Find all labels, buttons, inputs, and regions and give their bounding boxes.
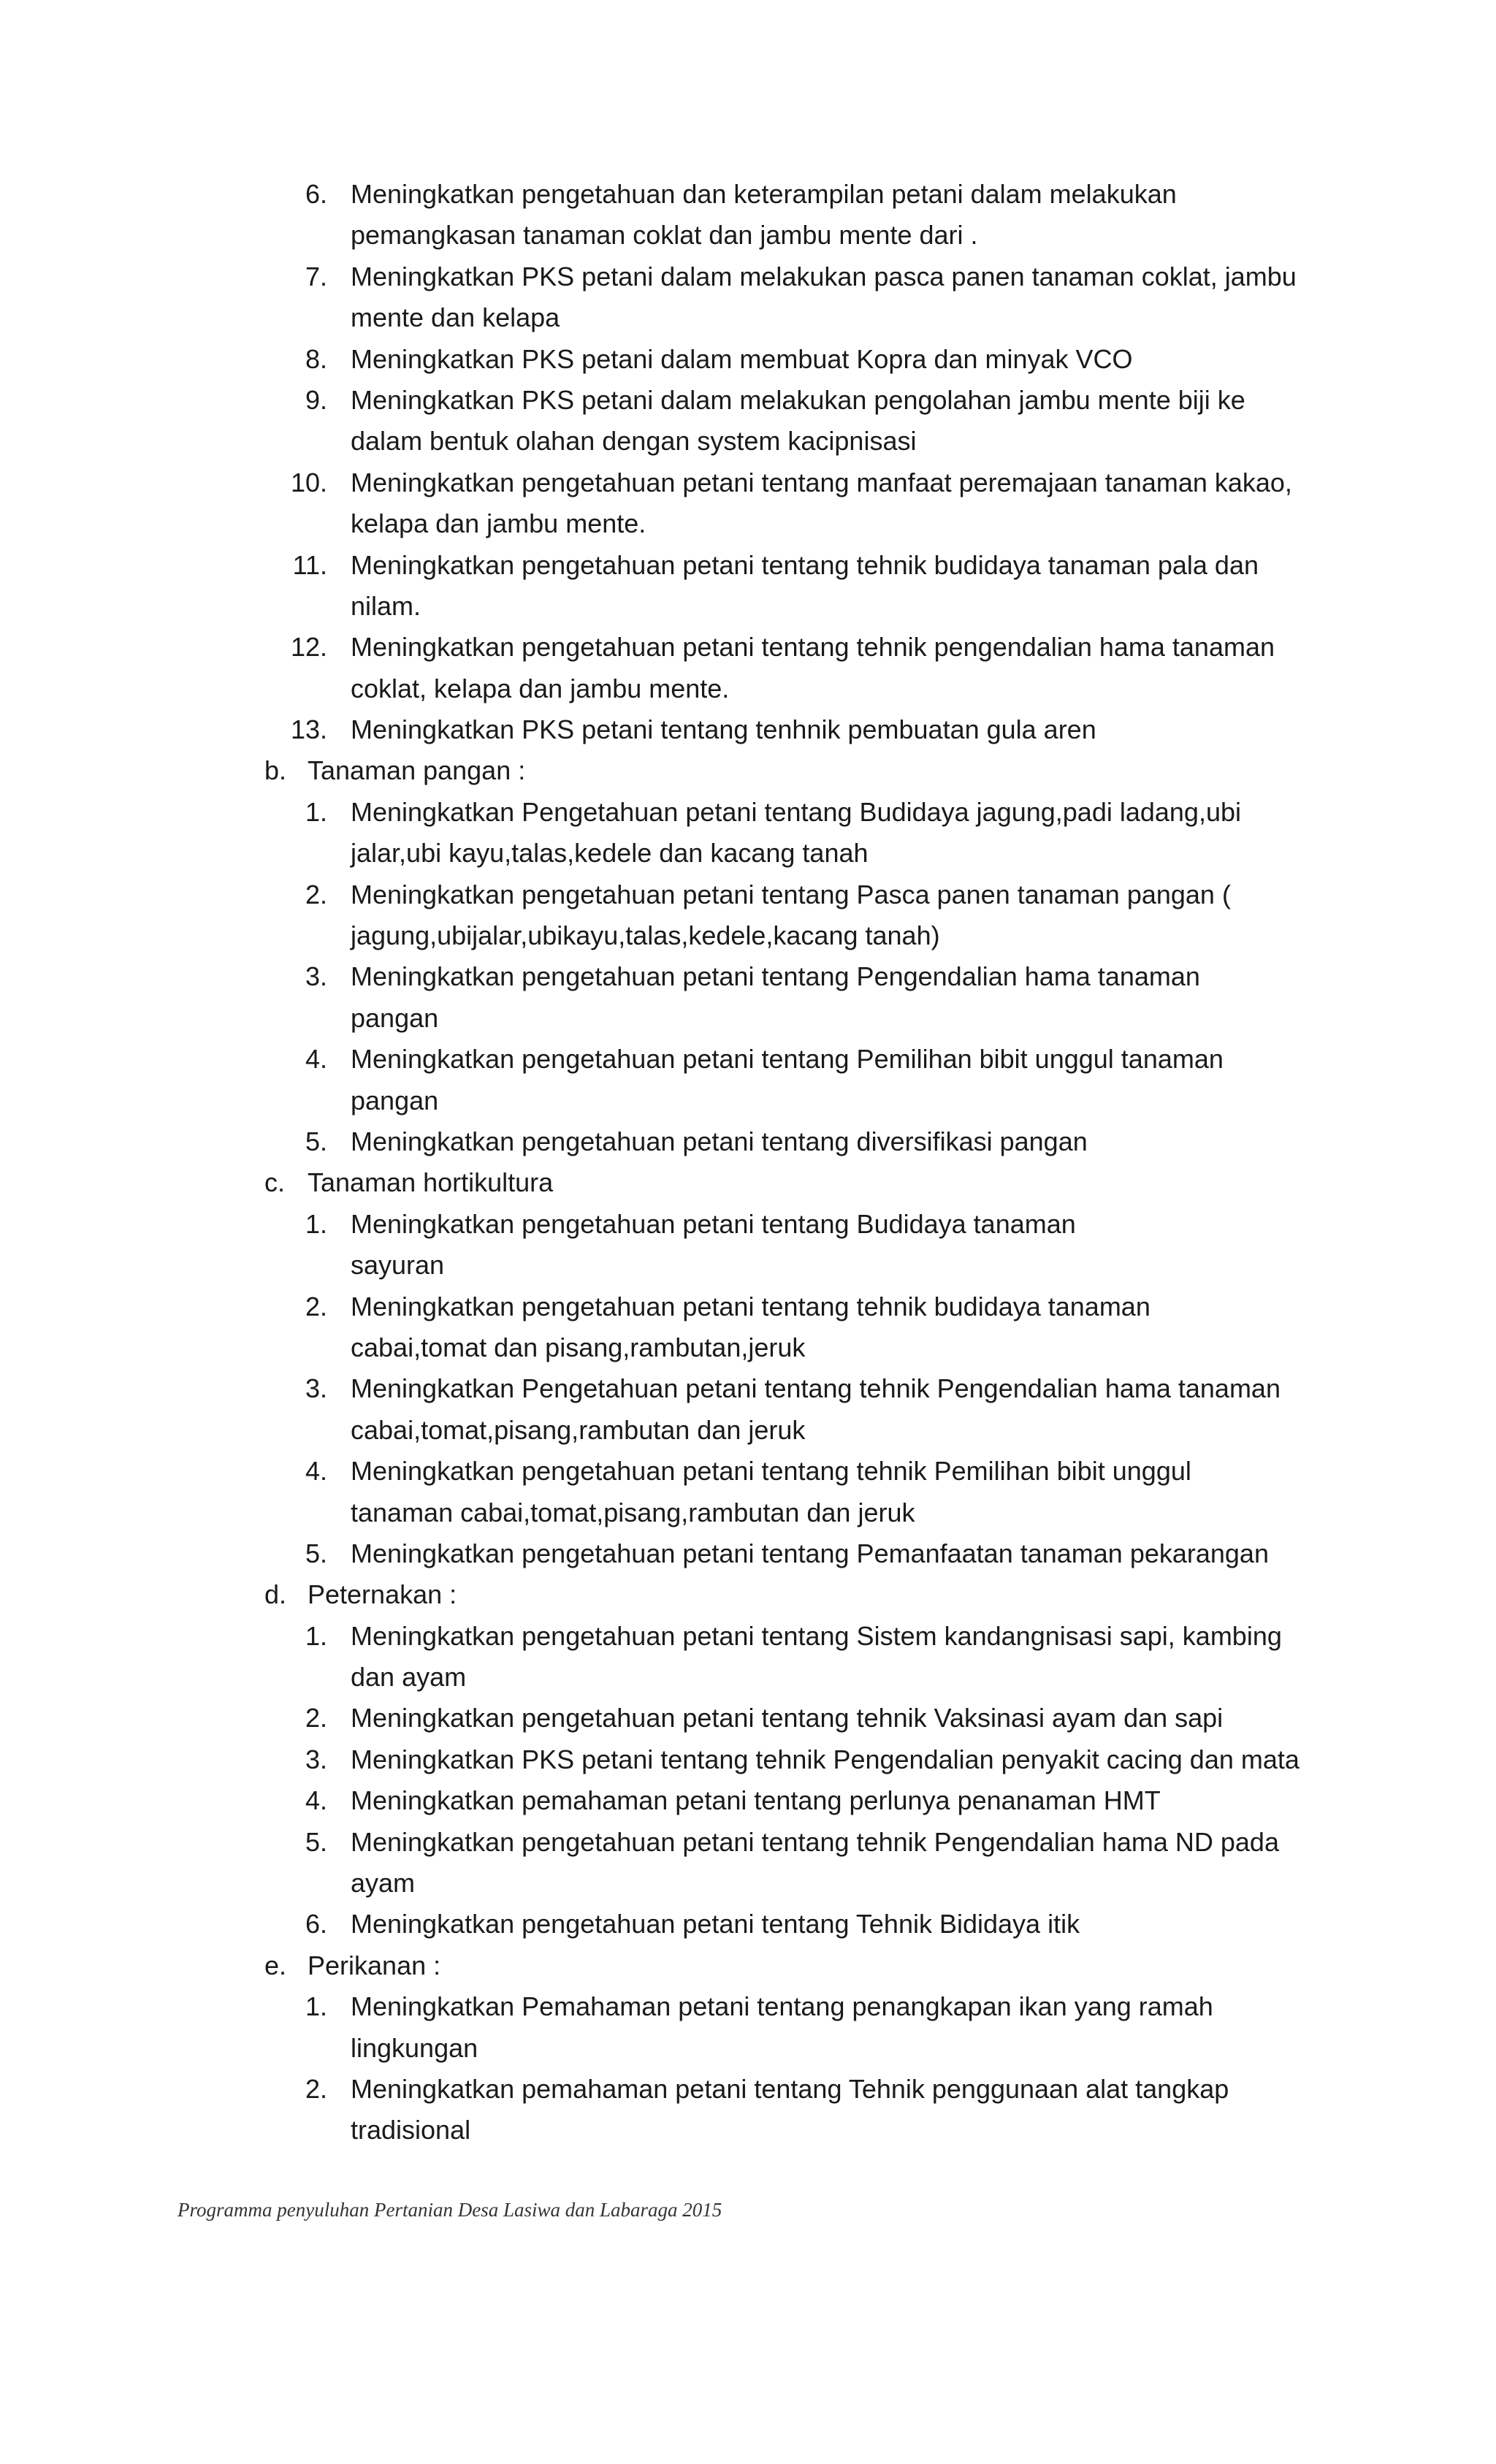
item-number: 3. [305, 961, 327, 992]
item-number: 7. [305, 261, 327, 291]
section-title: Perikanan : [308, 1950, 441, 1980]
item-text: coklat, kelapa dan jambu mente. [351, 673, 730, 703]
item-number: 4. [305, 1044, 327, 1075]
item-number: 1. [305, 796, 327, 827]
item-text: dan ayam [351, 1662, 467, 1693]
item-text: Meningkatkan pengetahuan petani tentang Pemanfaatan tanaman pekarangan [351, 1538, 1269, 1568]
item-text: Meningkatkan pengetahuan dan keterampilan petani dalam melakukan [351, 179, 1177, 209]
item-text: pemangkasan tanaman coklat dan jambu mente dari . [351, 220, 978, 251]
section-letter: d. [264, 1579, 287, 1610]
item-text: Meningkatkan pengetahuan petani tentang tehnik Pengendalian hama ND pada [351, 1826, 1279, 1857]
page-footer: Programma penyuluhan Pertanian Desa Lasiwa dan Labaraga 2015 [178, 2199, 722, 2221]
item-number: 8. [305, 343, 327, 374]
list-item [0, 1121, 1496, 1162]
list-item [0, 545, 1496, 586]
list-item [0, 1698, 1496, 1739]
item-text: cabai,tomat,pisang,rambutan dan jeruk [351, 1414, 806, 1445]
list-item-continuation [0, 1657, 1496, 1698]
list-item [0, 1286, 1496, 1327]
program-list [0, 174, 1496, 2151]
item-number: 1. [305, 1991, 327, 2022]
list-item [0, 627, 1496, 668]
item-number: 3. [305, 1373, 327, 1404]
list-item-continuation [0, 215, 1496, 256]
item-text: Meningkatkan pengetahuan petani tentang Sistem kandangnisasi sapi, kambing [351, 1620, 1282, 1651]
list-item-continuation [0, 586, 1496, 627]
item-text: Meningkatkan Pengetahuan petani tentang Budidaya jagung,padi ladang,ubi [351, 796, 1241, 827]
list-item-continuation [0, 668, 1496, 709]
list-item-continuation [0, 998, 1496, 1039]
item-text: kelapa dan jambu mente. [351, 508, 646, 539]
item-text: Meningkatkan Pengetahuan petani tentang tehnik Pengendalian hama tanaman [351, 1373, 1281, 1404]
item-text: Meningkatkan pengetahuan petani tentang tehnik Pemilihan bibit unggul [351, 1456, 1191, 1487]
list-item [0, 1616, 1496, 1657]
item-number: 10. [290, 467, 327, 497]
item-text: Meningkatkan PKS petani dalam melakukan pasca panen tanaman coklat, jambu [351, 261, 1297, 291]
list-item [0, 339, 1496, 380]
item-text: Meningkatkan pengetahuan petani tentang tehnik Vaksinasi ayam dan sapi [351, 1703, 1224, 1733]
list-item-continuation [0, 421, 1496, 462]
list-item-continuation [0, 2028, 1496, 2069]
item-text: sayuran [351, 1250, 445, 1281]
item-text: tradisional [351, 2115, 471, 2145]
item-text: Meningkatkan pengetahuan petani tentang diversifikasi pangan [351, 1126, 1088, 1156]
list-item-continuation [0, 297, 1496, 338]
section-title: Tanaman hortikultura [308, 1167, 554, 1198]
item-number: 6. [305, 1909, 327, 1939]
list-item-continuation [0, 1245, 1496, 1286]
list-item [0, 1368, 1496, 1409]
item-number: 13. [290, 714, 327, 745]
list-item-continuation [0, 1080, 1496, 1121]
item-text: Meningkatkan pengetahuan petani tentang Pengendalian hama tanaman [351, 961, 1200, 992]
item-text: Meningkatkan PKS petani dalam melakukan pengolahan jambu mente biji ke [351, 384, 1245, 415]
list-item-continuation [0, 1327, 1496, 1368]
item-text: ayam [351, 1868, 416, 1899]
item-text: pangan [351, 1085, 439, 1115]
list-item [0, 1204, 1496, 1245]
section-title: Peternakan : [308, 1579, 457, 1610]
list-item-continuation [0, 503, 1496, 544]
item-number: 5. [305, 1826, 327, 1857]
list-item [0, 1533, 1496, 1574]
list-item [0, 1780, 1496, 1821]
list-item-continuation [0, 1863, 1496, 1904]
list-item [0, 792, 1496, 833]
item-text: Meningkatkan PKS petani tentang tenhnik pembuatan gula aren [351, 714, 1096, 745]
item-text: Meningkatkan pemahaman petani tentang Tehnik penggunaan alat tangkap [351, 2073, 1229, 2104]
section-heading [0, 1574, 1496, 1615]
list-item [0, 1986, 1496, 2027]
list-item-continuation [0, 2110, 1496, 2151]
item-text: Meningkatkan pemahaman petani tentang perlunya penanaman HMT [351, 1785, 1161, 1816]
item-number: 11. [292, 549, 327, 580]
item-text: jalar,ubi kayu,talas,kedele dan kacang tanah [351, 838, 869, 869]
list-item [0, 1739, 1496, 1780]
list-item [0, 256, 1496, 297]
list-item [0, 2069, 1496, 2110]
item-number: 2. [305, 1703, 327, 1733]
item-number: 1. [305, 1208, 327, 1239]
item-text: tanaman cabai,tomat,pisang,rambutan dan jeruk [351, 1497, 915, 1527]
item-text: Meningkatkan pengetahuan petani tentang Tehnik Bididaya itik [351, 1909, 1080, 1939]
item-text: Meningkatkan pengetahuan petani tentang Budidaya tanaman [351, 1208, 1076, 1239]
section-heading [0, 750, 1496, 791]
item-text: jagung,ubijalar,ubikayu,talas,kedele,kacang tanah) [351, 920, 940, 951]
item-text: dalam bentuk olahan dengan system kacipnisasi [351, 426, 917, 457]
list-item [0, 1904, 1496, 1945]
item-text: Meningkatkan PKS petani dalam membuat Kopra dan minyak VCO [351, 343, 1133, 374]
item-text: Meningkatkan pengetahuan petani tentang Pemilihan bibit unggul tanaman [351, 1044, 1224, 1075]
item-text: lingkungan [351, 2032, 478, 2063]
list-item [0, 174, 1496, 215]
item-number: 12. [290, 632, 327, 663]
item-number: 5. [305, 1538, 327, 1568]
list-item [0, 1451, 1496, 1492]
item-number: 6. [305, 179, 327, 209]
section-heading [0, 1162, 1496, 1203]
item-text: Meningkatkan pengetahuan petani tentang manfaat peremajaan tanaman kakao, [351, 467, 1292, 497]
list-item-continuation [0, 915, 1496, 956]
list-item [0, 874, 1496, 915]
list-item [0, 1039, 1496, 1080]
item-number: 3. [305, 1744, 327, 1774]
item-number: 4. [305, 1785, 327, 1816]
item-text: pangan [351, 1002, 439, 1033]
list-item [0, 956, 1496, 997]
item-text: cabai,tomat dan pisang,rambutan,jeruk [351, 1332, 806, 1362]
list-item-continuation [0, 1410, 1496, 1451]
section-heading [0, 1945, 1496, 1986]
list-item [0, 380, 1496, 421]
list-item-continuation [0, 833, 1496, 874]
item-number: 2. [305, 2073, 327, 2104]
item-number: 2. [305, 879, 327, 909]
item-number: 4. [305, 1456, 327, 1487]
list-item [0, 462, 1496, 503]
section-letter: e. [264, 1950, 287, 1980]
item-number: 9. [305, 384, 327, 415]
section-title: Tanaman pangan : [308, 755, 526, 786]
list-item [0, 709, 1496, 750]
item-text: Meningkatkan pengetahuan petani tentang tehnik pengendalian hama tanaman [351, 632, 1275, 663]
item-text: Meningkatkan pengetahuan petani tentang tehnik budidaya tanaman pala dan [351, 549, 1259, 580]
item-text: Meningkatkan pengetahuan petani tentang tehnik budidaya tanaman [351, 1291, 1150, 1321]
item-text: Meningkatkan Pemahaman petani tentang penangkapan ikan yang ramah [351, 1991, 1213, 2022]
item-text: nilam. [351, 590, 421, 621]
item-number: 2. [305, 1291, 327, 1321]
item-number: 1. [305, 1620, 327, 1651]
list-item-continuation [0, 1492, 1496, 1533]
item-text: mente dan kelapa [351, 302, 560, 333]
item-number: 5. [305, 1126, 327, 1156]
list-item [0, 1822, 1496, 1863]
item-text: Meningkatkan pengetahuan petani tentang Pasca panen tanaman pangan ( [351, 879, 1231, 909]
section-letter: c. [264, 1167, 286, 1198]
section-letter: b. [264, 755, 287, 786]
item-text: Meningkatkan PKS petani tentang tehnik Pengendalian penyakit cacing dan mata [351, 1744, 1300, 1774]
